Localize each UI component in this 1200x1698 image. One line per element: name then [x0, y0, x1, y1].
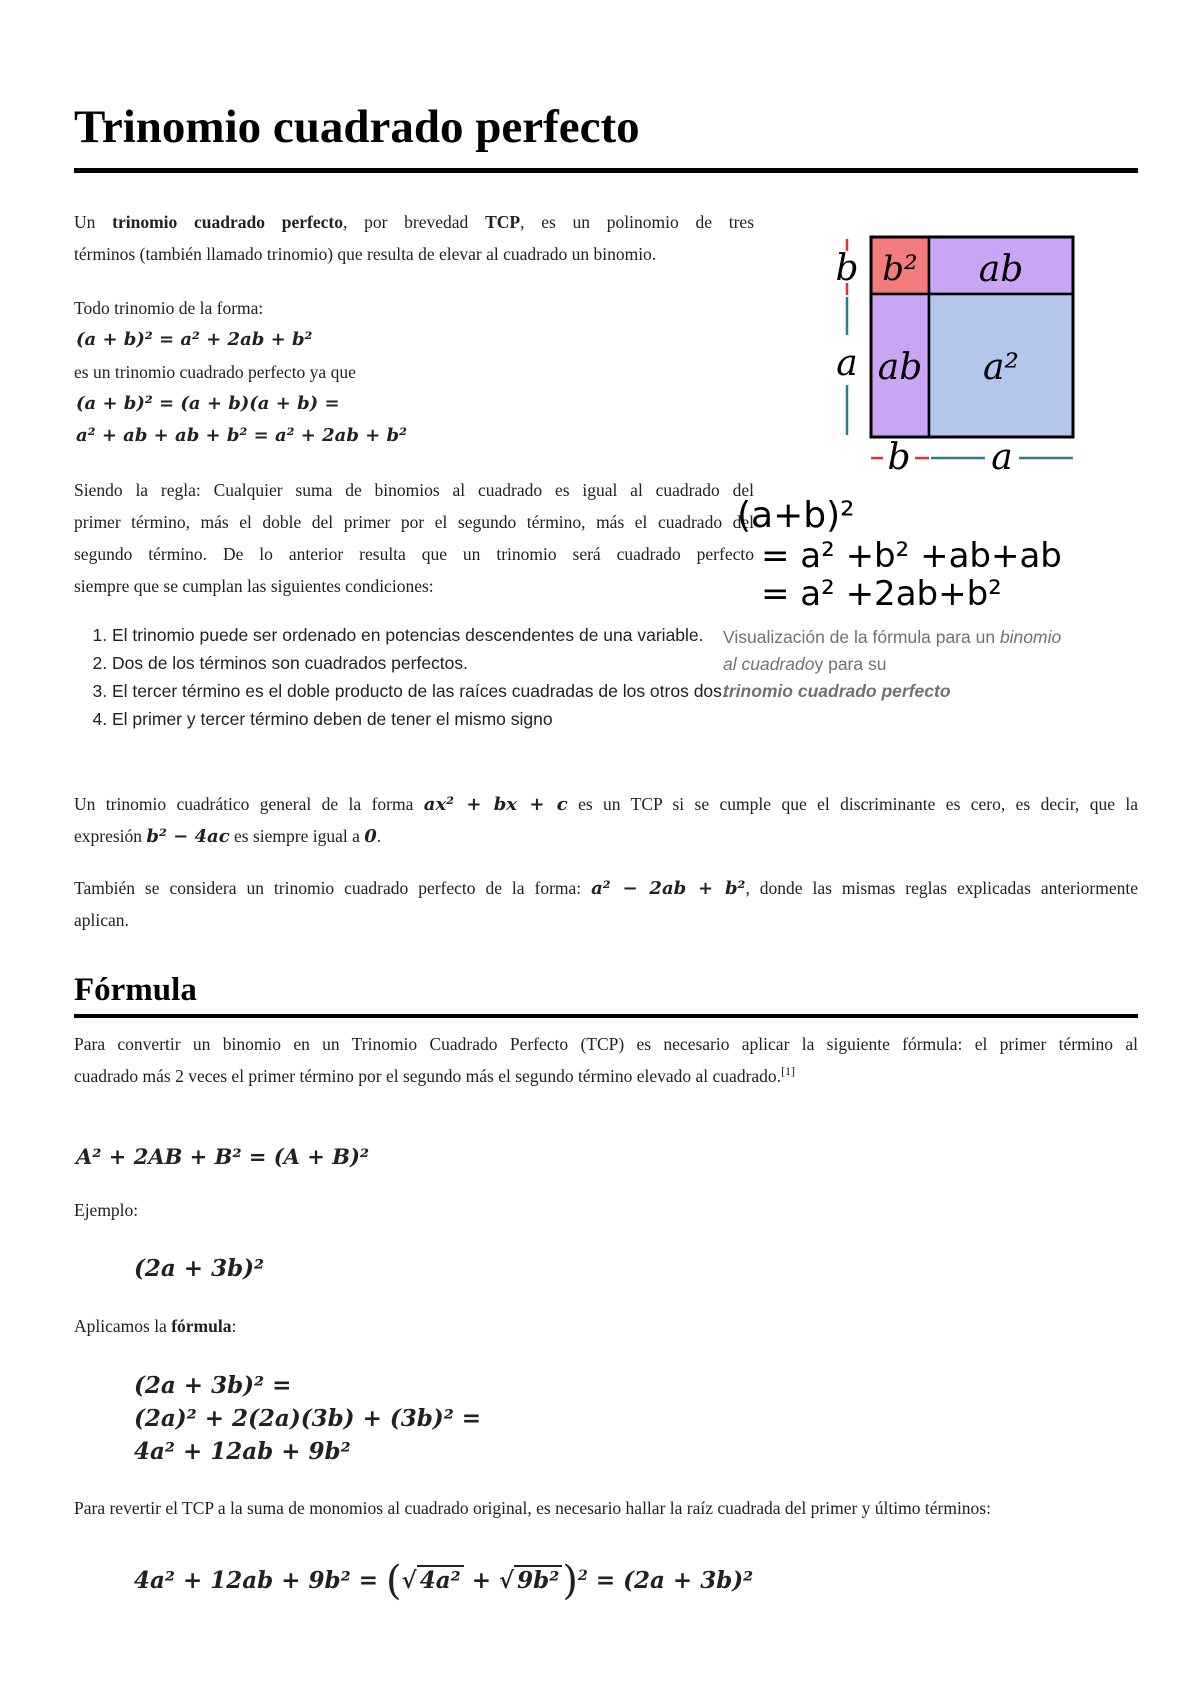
apply-equation-3: 4a² + 12ab + 9b² — [134, 1438, 351, 1465]
intro-pre: Un — [74, 212, 113, 232]
rule-line-2: primer término, más el doble del primer por el segundo término, más el cuadrado del — [74, 512, 754, 532]
example-equation: (2a + 3b)² — [134, 1255, 265, 1282]
b-squared-label: b² — [882, 249, 918, 289]
general-eq-3: 0 — [364, 826, 377, 847]
ab-top-label: ab — [978, 249, 1024, 290]
general-text-a: Un trinomio cuadrático general de la forma — [74, 794, 414, 814]
title-underline — [74, 168, 1138, 173]
revert-rhs: = (2a + 3b)² — [595, 1567, 754, 1594]
general-line-1 — [74, 788, 1138, 821]
general-line-2 — [74, 820, 381, 853]
also-text-a: También se considera un trinomio cuadrado perfecto de la forma: — [74, 878, 582, 898]
figure-eq-line-2: = a² +b² +ab+ab — [761, 536, 1062, 576]
form-equation: (a + b)² = a² + 2ab + b² — [76, 329, 313, 350]
apply-equation-2: (2a)² + 2(2a)(3b) + (3b)² = — [134, 1405, 482, 1432]
since-text: es un trinomio cuadrado perfecto ya que — [74, 362, 356, 382]
b-bottom-label: b — [887, 437, 911, 478]
also-line-2: aplican. — [74, 910, 129, 930]
general-eq-1: ax² + bx + c — [423, 794, 568, 815]
figure-caption — [723, 624, 1063, 705]
formula-line-2-text: cuadrado más 2 veces el primer término por el segundo más el segundo término elevado al cuadrado. — [74, 1066, 782, 1086]
rule-line-1: Siendo la regla: Cualquier suma de binomios al cuadrado es igual al cuadrado del — [74, 480, 754, 500]
revert-close-paren: ) — [562, 1558, 578, 1604]
caption-text-c: y para su — [814, 654, 887, 674]
also-text-b: , donde las mismas reglas explicadas anteriormente — [745, 878, 1139, 898]
intro-rest: , es un polinomio de tres — [520, 212, 754, 232]
section-underline — [74, 1014, 1138, 1018]
intro-mid: , por brevedad — [342, 212, 486, 232]
apply-equation-1: (2a + 3b)² = — [134, 1372, 292, 1399]
apply-text — [74, 1310, 236, 1342]
caption-link-binomio[interactable]: binomio al cuadrado — [723, 627, 1062, 674]
apply-text-c: : — [231, 1316, 237, 1336]
also-line-1 — [74, 872, 1138, 905]
conditions-list — [74, 624, 752, 736]
page-title: Trinomio cuadrado perfecto — [74, 101, 640, 153]
list-item: 4. El primer y tercer término deben de tener el mismo signo — [112, 708, 752, 731]
since-equation-1: (a + b)² = (a + b)(a + b) = — [76, 393, 340, 414]
intro-line-2: términos (también llamado trinomio) que resulta de elevar al cuadrado un binomio. — [74, 244, 657, 264]
reference-link[interactable]: [1] — [781, 1064, 796, 1079]
revert-root-2: 9b² — [514, 1565, 562, 1594]
a-bottom-label: a — [991, 437, 1013, 478]
rule-line-3: segundo término. De lo anterior resulta que un trinomio será cuadrado perfecto — [74, 544, 754, 564]
rule-line-4: siempre que se cumplan las siguientes condiciones: — [74, 576, 434, 596]
caption-text-a: Visualización de la fórmula para un — [723, 627, 996, 647]
list-item: 1. El trinomio puede ser ordenado en potencias descendentes de una variable. — [112, 624, 752, 647]
revert-root-1: 4a² — [417, 1565, 464, 1594]
general-text-e: . — [376, 826, 382, 846]
apply-text-a: Aplicamos la — [74, 1316, 172, 1336]
a-squared-label: a² — [983, 347, 1019, 388]
formula-equation: A² + 2AB + B² = (A + B)² — [76, 1144, 370, 1169]
list-item: 3. El tercer término es el doble producto de las raíces cuadradas de los otros dos. — [112, 680, 752, 703]
formula-line-1: Para convertir un binomio en un Trinomio Cuadrado Perfecto (TCP) es necesario aplicar la siguiente fórmula: el primer término al — [74, 1034, 1138, 1054]
example-label: Ejemplo: — [74, 1200, 139, 1220]
revert-lhs: 4a² + 12ab + 9b² = — [134, 1567, 378, 1594]
b-left-label: b — [835, 248, 859, 289]
revert-equation: 4a² + 12ab + 9b² = (√ 4a² + √ 9b²)$^2$ = (2a + 3b)² — [134, 1558, 754, 1604]
general-eq-2: b² − 4ac — [146, 826, 230, 847]
list-item: 2. Dos de los términos son cuadrados perfectos. — [112, 652, 752, 675]
section-heading-formula: Fórmula — [74, 972, 197, 1008]
ab-left-label: ab — [877, 347, 923, 388]
a-left-label: a — [836, 343, 858, 384]
revert-plus: + — [471, 1567, 492, 1594]
general-text-b: es un TCP si se cumple que el discriminante es cero, es decir, que la — [578, 794, 1138, 814]
figure-eq-line-3: = a² +2ab+b² — [761, 574, 1002, 614]
figure-eq-line-1: (a+b)² — [737, 495, 855, 536]
revert-open-paren: ( — [386, 1558, 402, 1604]
revert-text: Para revertir el TCP a la suma de monomios al cuadrado original, es necesario hallar la raíz cuadrada del primer y último términos: — [74, 1498, 991, 1518]
apply-text-b: fórmula — [171, 1316, 232, 1336]
revert-power: 2 — [577, 1568, 588, 1585]
general-text-d: es siempre igual a — [234, 826, 360, 846]
intro-abbr: TCP — [485, 212, 521, 232]
also-eq: a² − 2ab + b² — [591, 878, 746, 899]
since-equation-2: a² + ab + ab + b² = a² + 2ab + b² — [76, 425, 407, 446]
formula-line-2 — [74, 1060, 795, 1092]
general-text-c: expresión — [74, 826, 143, 846]
form-intro: Todo trinomio de la forma: — [74, 298, 264, 318]
caption-term: trinomio cuadrado perfecto — [723, 681, 951, 701]
intro-line-1 — [74, 206, 754, 238]
intro-term: trinomio cuadrado perfecto — [112, 212, 343, 232]
